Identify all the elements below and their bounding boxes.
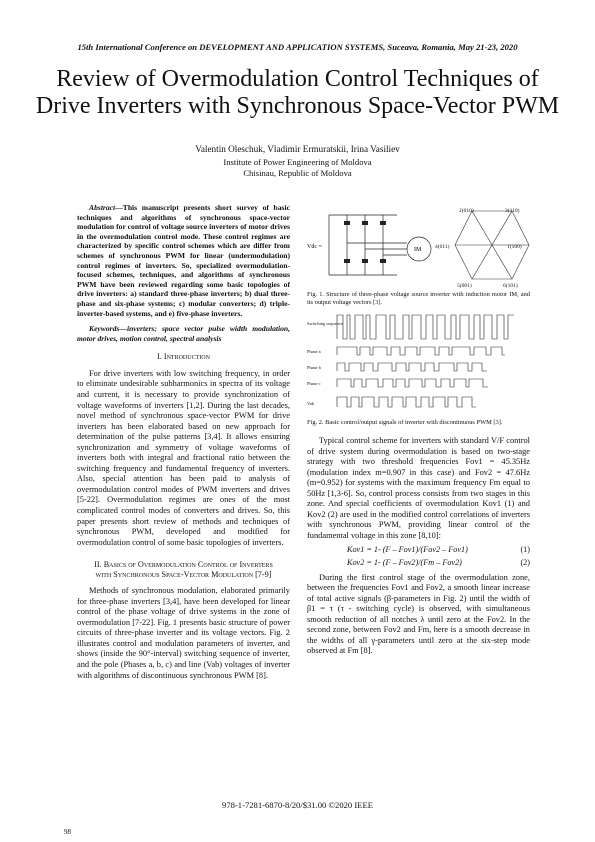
conference-header: 15th International Conference on DEVELOPMENT AND APPLICATION SYSTEMS, Suceava, Romania, May 21-23, 2020 [77,42,518,52]
waveform-trace [337,315,514,339]
waveform-trace [337,397,476,407]
vector-label-2: 2(010) [459,208,474,214]
left-column [77,203,290,681]
section-1-paragraph: For drive inverters with low switching frequency, in order to eliminate undesirable subharmonics in spectra of its voltage and current, it is necessary to provide synchronization of voltage waveforms of inverters [1,2]. During the last decades, novel method of synchronous space-vector PWM for drive inverters has been elaborated based on new approach for determination of the pulse patterns [3,4]. It allows ensuring synchronization and symmetry of voltage waveforms of inverters both with integral and fractional ratio between the switching frequency and fundamental frequency of inverters. Also, special attention has been paid to analysis of overmodulation control modes of PWM inverters and drives [5-22]. Overmodulation regimes are ones of the most complicated control modes of converters and drives. So, this paper presents short review of methods and techniques of synchronous PWM, developed and modified for overmodulation control of some basic topologies of inverters. [77,368,290,547]
figure-1-diagram [307,203,530,289]
signal-label-phase-b: Phase b [307,365,321,370]
section-2-title-line-1: II. Basics of Overmodulation Control of Inverters [94,560,273,570]
section-2-title-line-2: with Synchronous Space-Vector Modulation [7-9] [95,570,272,580]
im-label: IM [414,247,422,253]
vector-label-4: 4(011) [435,244,450,250]
abstract-label: Abstract [89,203,116,212]
equation-2-text: Kov2 = 1- (F – Fov2)/(Fm – Fov2) [347,558,462,568]
equation-2 [307,558,530,569]
vdc-label: Vdc = [307,244,322,250]
waveform-trace [337,347,505,355]
isbn-footer: 978-1-7281-6870-8/20/$31.00 ©2020 IEEE [222,800,373,810]
signal-label-switching: Switching sequence [307,321,343,326]
signal-label-phase-a: Phase a [307,349,321,354]
affiliation [0,157,595,179]
keywords-label: Keywords [89,324,120,334]
figure-2 [307,311,530,417]
affiliation-line-2: Chisinau, Republic of Moldova [243,168,352,178]
right-column [307,203,530,657]
waveform-trace [337,363,487,371]
vector-label-6: 6(101) [503,283,518,289]
right-paragraph-1: Typical control scheme for inverters with standard V/F control of drive system during overmodulation is based on two-stage strategy with two threshold frequencies Fov1 = 45.35Hz (modulation index m=0.907 in this case) and Fov2 = 47.6Hz (m=0.952) for systems with the maximum frequency Fm equal to 50Hz [1,3-6]. So, control process consists from two stages in this zone. And special coefficients of overmodulation Kov1 (1) and Kov2 (2) are used in the modified control correlations of inverters with synchronous PWM, providing linear control of the fundamental voltage in this zone [8,10]: [307,436,530,540]
title-line-2: Drive Inverters with Synchronous Space-Vector PWM [35,93,560,119]
figure-2-caption: Fig. 2. Basic control/output signals of inverter with discontinuous PWM [3]. [307,419,503,426]
section-1-title: I. Introduction [157,352,210,362]
equation-1-number: (1) [520,545,530,555]
signal-label-vab: Vab [307,401,314,406]
paper-title [30,66,565,120]
abstract-text: —This manuscript presents short survey of basic techniques and algorithms of synchronous space-vector modulation for control of voltage source inverters of motor drives in the overmodulation control mode. These control regimes are characterized by specific control schemes which are differ from schemes of synchronous PWM for linear (undermodulation) control regimes of inverters. So, specialized overmodulation-focused schemes, techniques, and algorithms of synchronous PWM have been reviewed regarding some basic topologies of drive inverters: a) standard three-phase inverters; b) dual three-phase and six-phase systems; c) modular converters; d) triple-inverter-based systems, and e) five-phase inverters. [77,203,290,318]
figure-1 [307,203,530,289]
vector-label-5: 5(001) [457,283,472,289]
section-2-paragraph: Methods of synchronous modulation, elaborated primarily for three-phase inverters [3,4], have been developed for linear control of the phase voltage of drive systems in the zone of overmodulation [7-22]. Fig. 1 presents basic structure of power circuits of three-phase inverter and its voltage vectors. Fig. 2 illustrates control and modulation parameters of inverter, and shows (inside the 90°-interval) switching sequence of inverter, and the pole (Phases a, b, c) and line (Vab) voltages of inverter with algorithms of discontinuous synchronous PWM [8]. [77,586,290,680]
right-paragraph-2: During the first control stage of the overmodulation zone, between the frequencies Fov1 and Fov2, a smooth linear increase of total active signals (β-parameters in Fig. 2) until the width of β1 = τ (τ - switching cycle) is observed, with simultaneous smooth reduction of all notches λ until zero at the Fov2. In the second zone, between Fov2 and Fm, here is a smooth decrease in the widths of all γ-parameters until zero at the six-step mode observed at Fm [8]. [307,572,530,656]
title-line-1: Review of Overmodulation Control Techniques of [56,66,539,92]
keywords-text: —inverters; space vector pulse width modulation, motor drives, motion control, spectral analysis [77,324,290,343]
affiliation-line-1: Institute of Power Engineering of Moldova [223,157,372,167]
figure-2-diagram [307,311,530,417]
equation-1-text: Kov1 = 1- (F – Fov1)/(Fov2 – Fov1) [347,545,468,555]
waveforms [337,315,514,407]
waveform-trace [337,379,488,387]
signal-label-phase-c: Phase c [307,381,321,386]
keywords [77,324,290,343]
abstract [77,203,290,318]
vector-label-3: 3(110) [505,208,520,214]
figure-1-caption: Fig. 1. Structure of three-phase voltage source inverter with induction motor IM, and its output voltage vectors [3]. [307,291,530,306]
authors: Valentin Oleschuk, Vladimir Ermuratskii, Irina Vasiliev [195,144,400,154]
equation-2-number: (2) [520,558,530,568]
page-number: 98 [64,828,71,836]
section-2-title [77,560,290,580]
equation-1 [307,545,530,556]
vector-label-1: 1(100) [507,244,522,250]
